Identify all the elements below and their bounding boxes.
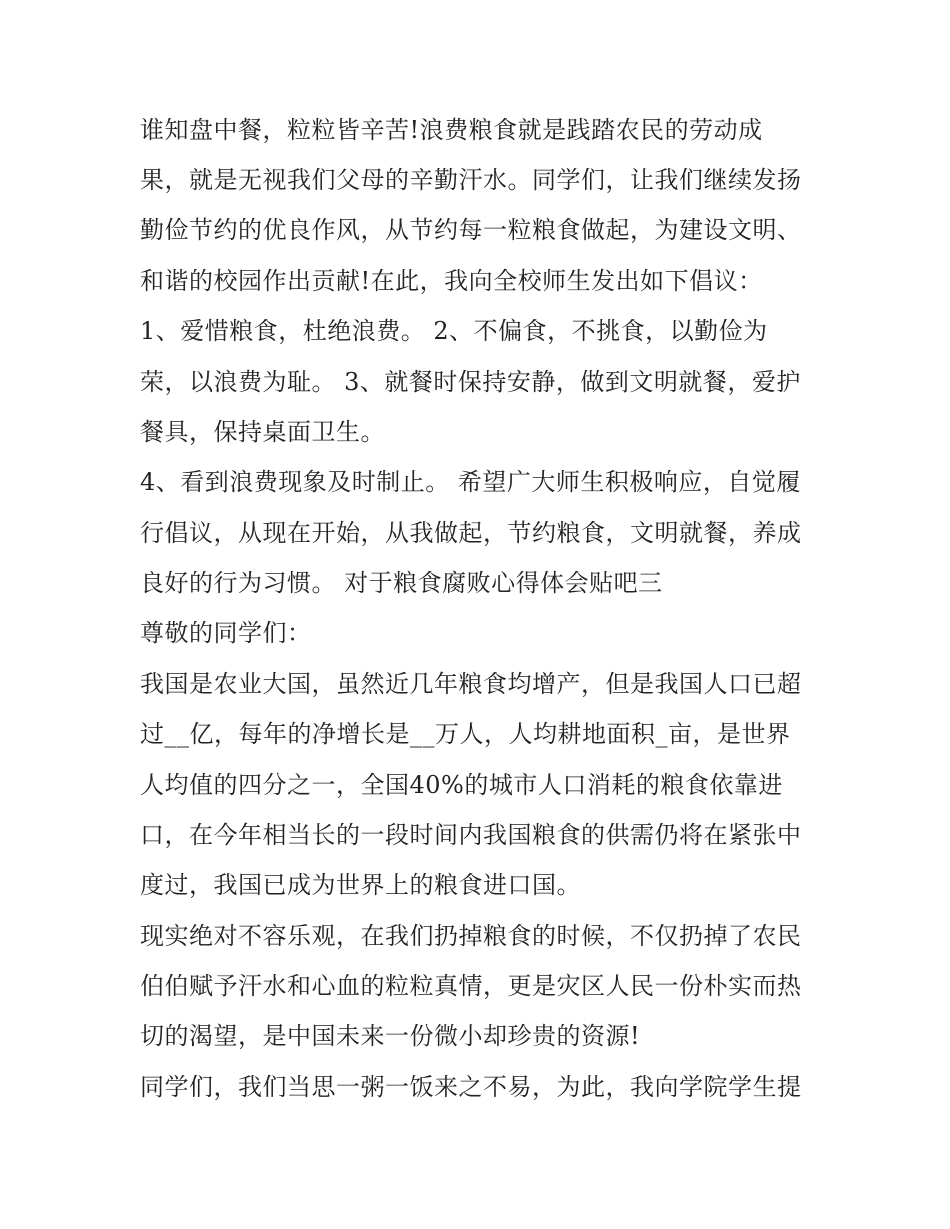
text-line: 1、爱惜粮食，杜绝浪费。 2、不偏食，不挑食，以勤俭为	[140, 317, 768, 345]
text-line: 荣，以浪费为耻。 3、就餐时保持安静，做到文明就餐，爱护	[140, 368, 801, 396]
text-line: 度过，我国已成为世界上的粮食进口国。	[140, 871, 581, 899]
text-line: 尊敬的同学们：	[140, 619, 312, 647]
text-line: 口，在今年相当长的一段时间内我国粮食的供需仍将在紧张中	[140, 821, 802, 849]
text-line: 和谐的校园作出贡献!在此，我向全校师生发出如下倡议：	[140, 267, 763, 295]
text-line: 人均值的四分之一，全国40%的城市人口消耗的粮食依靠进	[140, 771, 783, 799]
text-line: 现实绝对不容乐观，在我们扔掉粮食的时候，不仅扔掉了农民	[140, 922, 802, 950]
text-line: 行倡议，从现在开始，从我做起，节约粮食，文明就餐，养成	[140, 519, 802, 547]
text-line: 果，就是无视我们父母的辛勤汗水。同学们，让我们继续发扬	[140, 166, 802, 194]
text-line: 我国是农业大国，虽然近几年粮食均增产，但是我国人口已超	[140, 670, 802, 698]
text-line: 4、看到浪费现象及时制止。 希望广大师生积极响应，自觉履	[140, 468, 801, 496]
text-line: 伯伯赋予汗水和心血的粒粒真情，更是灾区人民一份朴实而热	[140, 972, 802, 1000]
text-line: 同学们，我们当思一粥一饭来之不易，为此，我向学院学生提	[140, 1073, 802, 1101]
text-line: 餐具，保持桌面卫生。	[140, 418, 385, 446]
text-line: 切的渴望，是中国未来一份微小却珍贵的资源!	[140, 1022, 641, 1050]
text-line: 勤俭节约的优良作风，从节约每一粒粮食做起，为建设文明、	[140, 216, 802, 244]
text-line: 过__亿，每年的净增长是__万人，人均耕地面积_亩，是世界	[140, 720, 791, 748]
text-line: 谁知盘中餐，粒粒皆辛苦!浪费粮食就是践踏农民的劳动成	[140, 116, 763, 144]
text-line: 良好的行为习惯。 对于粮食腐败心得体会贴吧三	[140, 569, 663, 597]
